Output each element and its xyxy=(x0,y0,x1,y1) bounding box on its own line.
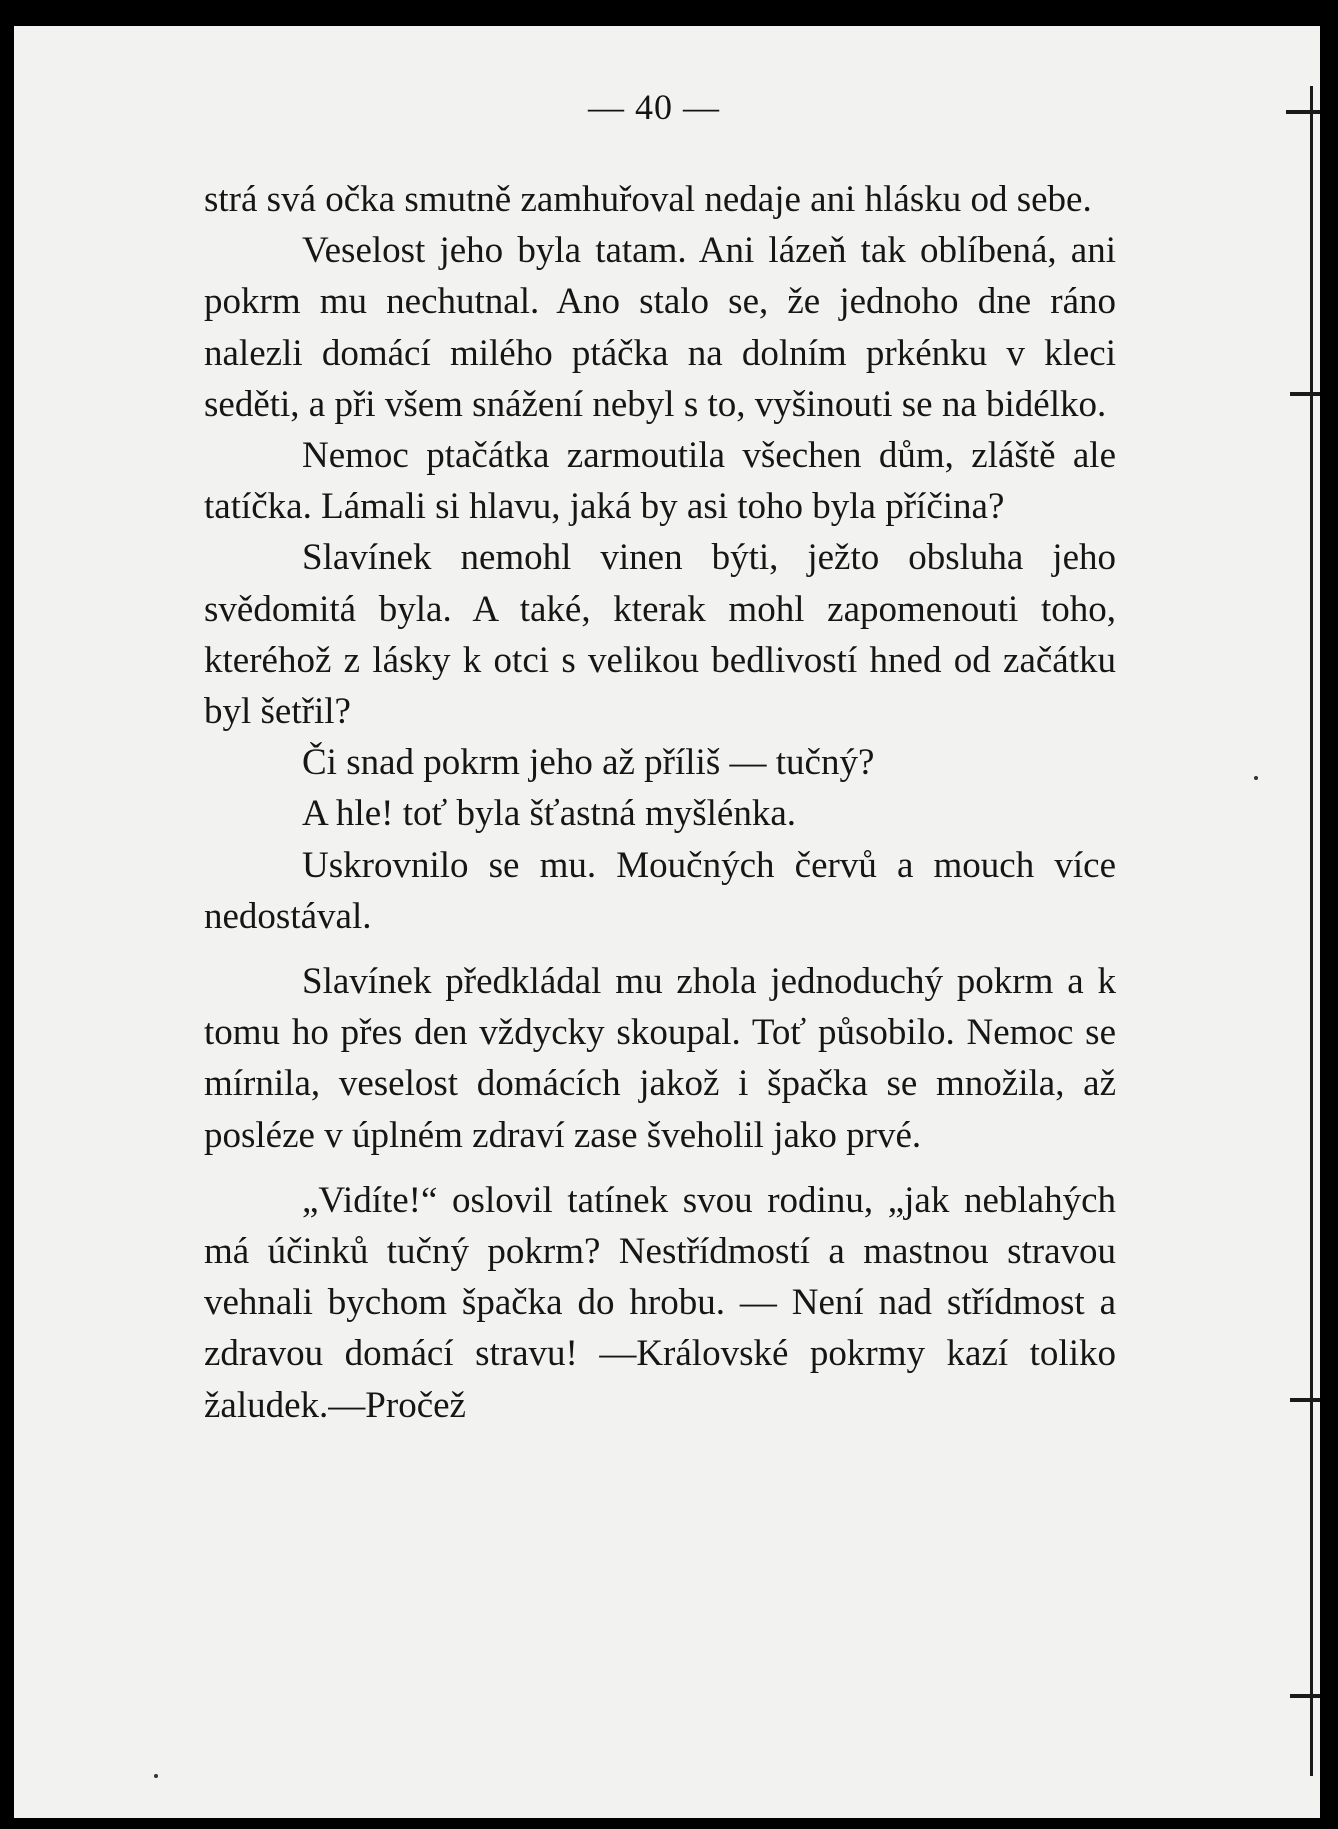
paragraph: Nemoc ptačátka zarmoutila všechen dům, zláště ale tatíčka. Lámali si hlavu, jaká by asi toho byla příčina? xyxy=(204,435,1116,528)
binding-mark xyxy=(1290,1398,1320,1402)
paragraph: A hle! toť byla šťastná myšlénka. xyxy=(302,793,797,835)
paper-speck xyxy=(154,1774,158,1778)
paragraph: „Vidíte!“ oslovil tatínek svou rodinu, „jak neblahých má účinků tučný pokrm? Nestřídmostí a mastnou stravou vehnali bychom špačka do hrobu. — Není nad střídmost a zdravou domácí stravu! —Královské pokrmy kazí toliko žaludek.—Pročež xyxy=(204,1179,1116,1426)
paragraph: Slavínek předkládal mu zhola jednoduchý pokrm a k tomu ho přes den vždycky skoupal. Toť působilo. Nemoc se mírnila, veselost domácích jakož i špačka se množila, až posléze v úplném zdraví zase šveholil jako prvé. xyxy=(204,961,1116,1156)
page-number: — 40 — xyxy=(588,87,720,127)
paragraph: Uskrovnilo se mu. Moučných červů a mouch více nedostával. xyxy=(204,844,1116,937)
paragraph: strá svá očka smutně zamhuřoval nedaje ani hlásku od sebe. xyxy=(204,179,1092,220)
paper-speck xyxy=(1254,776,1258,780)
binding-mark xyxy=(1290,392,1320,396)
binding-mark xyxy=(1290,1694,1320,1698)
paragraph: Slavínek nemohl vinen býti, ježto obsluha jeho svědomitá byla. A také, kterak mohl zapomenouti toho, kteréhož z lásky k otci s velikou bedlivostí hned od začátku byl šetřil? xyxy=(204,537,1116,733)
book-page xyxy=(14,26,1320,1818)
binding-mark xyxy=(1286,110,1320,114)
paragraph: Či snad pokrm jeho až příliš — tučný? xyxy=(302,742,875,784)
body-text xyxy=(204,174,1116,1431)
paragraph: Veselost jeho byla tatam. Ani lázeň tak oblíbená, ani pokrm mu nechutnal. Ano stalo se, že jednoho dne ráno nalezli domácí milého ptáčka na dolním prkénku v kleci seděti, a při všem snážení nebyl s to, vyšinouti se na bidélko. xyxy=(204,230,1116,425)
binding-edge-line xyxy=(1310,86,1313,1776)
